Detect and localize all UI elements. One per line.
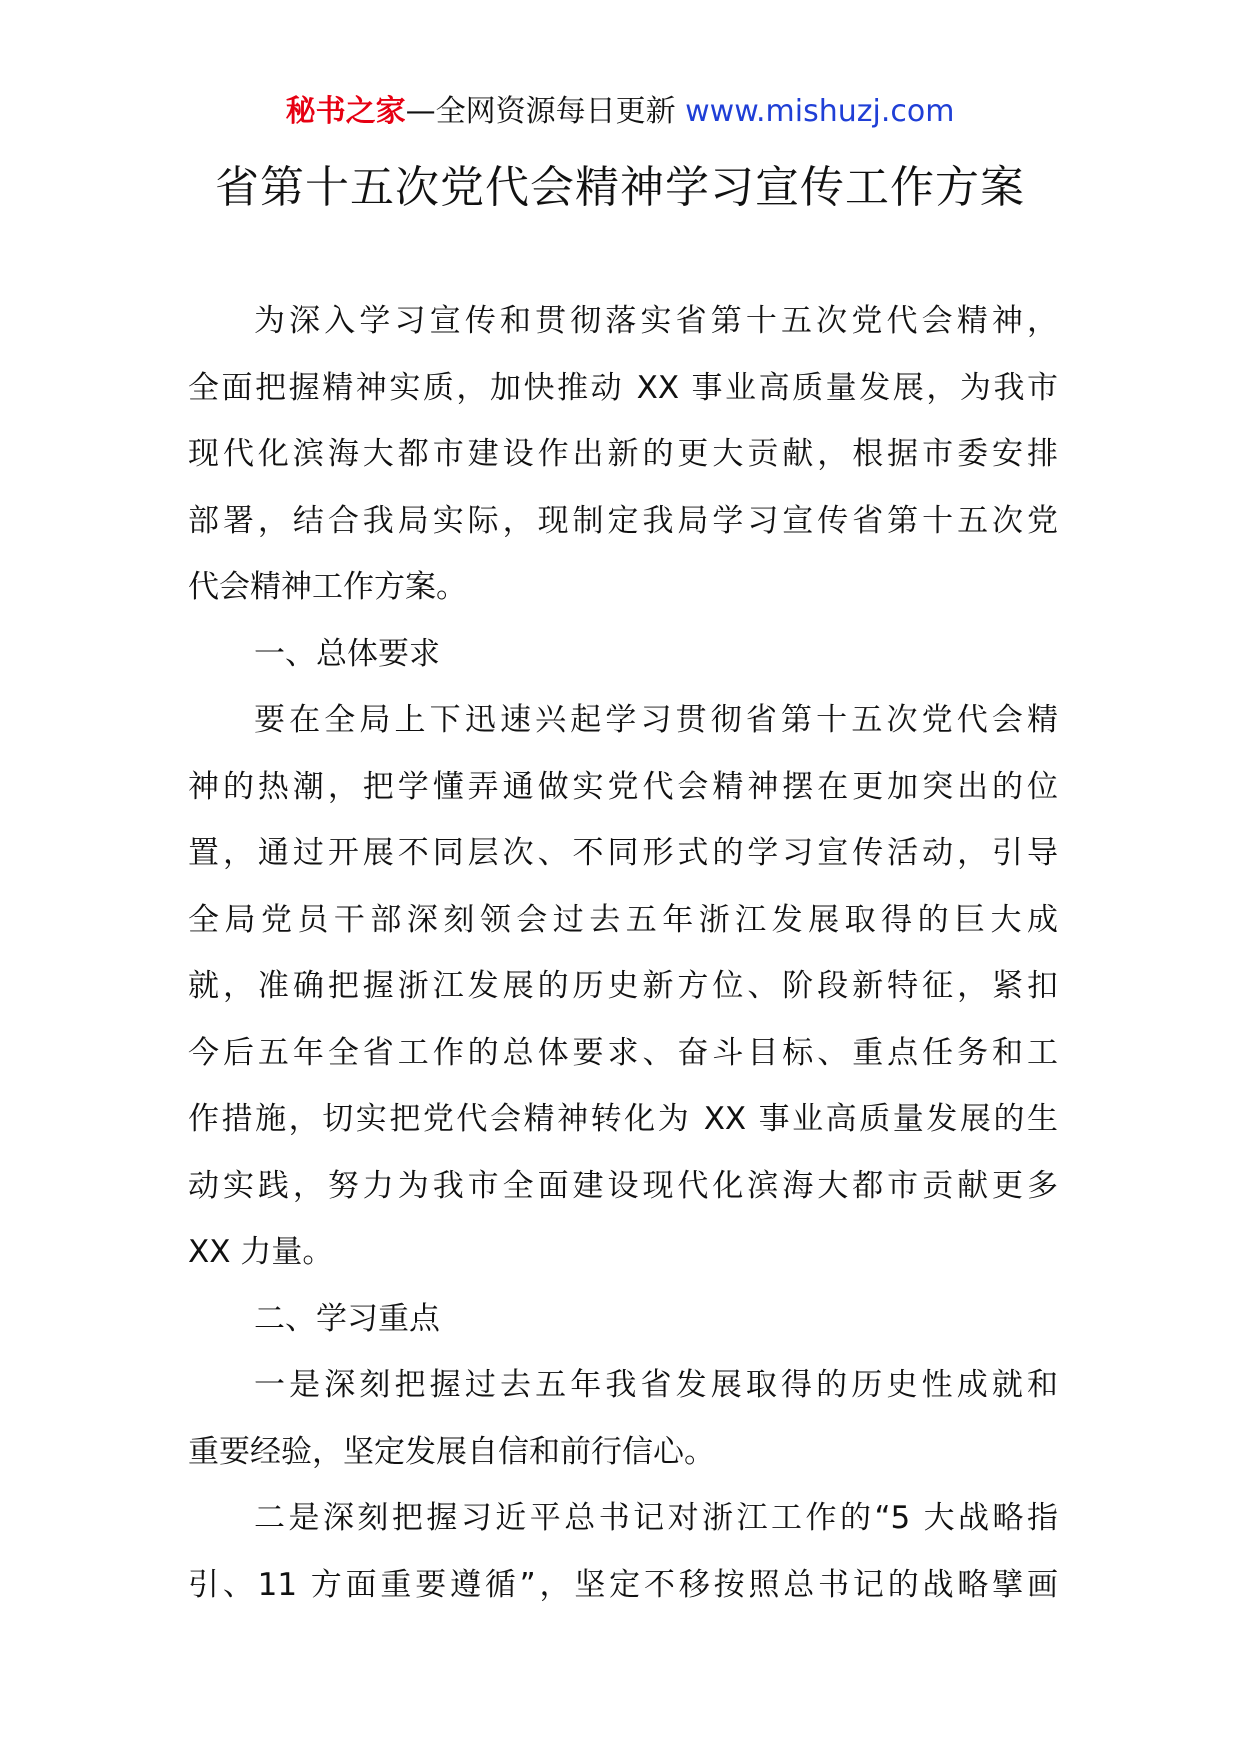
paragraph-line: 现代化滨海大都市建设作出新的更大贡献，根据市委安排: [188, 436, 1058, 472]
section-heading: 一、总体要求: [254, 635, 440, 672]
paragraph-line: 就，准确把握浙江发展的历史新方位、阶段新特征，紧扣: [188, 968, 1058, 1004]
paragraph-line: 部署，结合我局实际，现制定我局学习宣传省第十五次党: [188, 502, 1058, 539]
paragraph-line: 重要经验，坚定发展自信和前行信心。: [188, 1433, 715, 1470]
paragraph-line: 动实践，努力为我市全面建设现代化滨海大都市贡献更多: [188, 1167, 1058, 1204]
paragraph-line: 一是深刻把握过去五年我省发展取得的历史性成就和: [254, 1367, 1058, 1403]
paragraph-line: 神的热潮，把学懂弄通做实党代会精神摆在更加突出的位: [188, 768, 1058, 805]
paragraph-line: 作措施，切实把党代会精神转化为 XX 事业高质量发展的生: [188, 1101, 1058, 1137]
document-title: 省第十五次党代会精神学习宣传工作方案: [215, 162, 1025, 213]
site-tagline: —全网资源每日更新: [405, 94, 686, 129]
paragraph-line: 引、11 方面重要遵循”，坚定不移按照总书记的战略擘画: [188, 1566, 1058, 1603]
section-heading: 二、学习重点: [254, 1300, 440, 1337]
paragraph-line: 二是深刻把握习近平总书记对浙江工作的“5 大战略指: [254, 1500, 1058, 1536]
site-watermark-header: [0, 92, 1240, 132]
paragraph-line: XX 力量。: [188, 1234, 334, 1270]
paragraph-line: 全局党员干部深刻领会过去五年浙江发展取得的巨大成: [188, 901, 1058, 938]
paragraph-line: 今后五年全省工作的总体要求、奋斗目标、重点任务和工: [188, 1034, 1058, 1071]
document-body: [188, 288, 1058, 1618]
site-url-link[interactable]: www.mishuzj.com: [685, 94, 955, 129]
site-brand-name: 秘书之家: [285, 94, 406, 129]
paragraph-line: 为深入学习宣传和贯彻落实省第十五次党代会精神，: [254, 303, 1058, 339]
paragraph-line: 要在全局上下迅速兴起学习贯彻省第十五次党代会精: [254, 702, 1058, 738]
paragraph-line: 全面把握精神实质，加快推动 XX 事业高质量发展，为我市: [188, 369, 1058, 406]
paragraph-line: 置，通过开展不同层次、不同形式的学习宣传活动，引导: [188, 835, 1058, 871]
paragraph-line: 代会精神工作方案。: [188, 569, 467, 605]
